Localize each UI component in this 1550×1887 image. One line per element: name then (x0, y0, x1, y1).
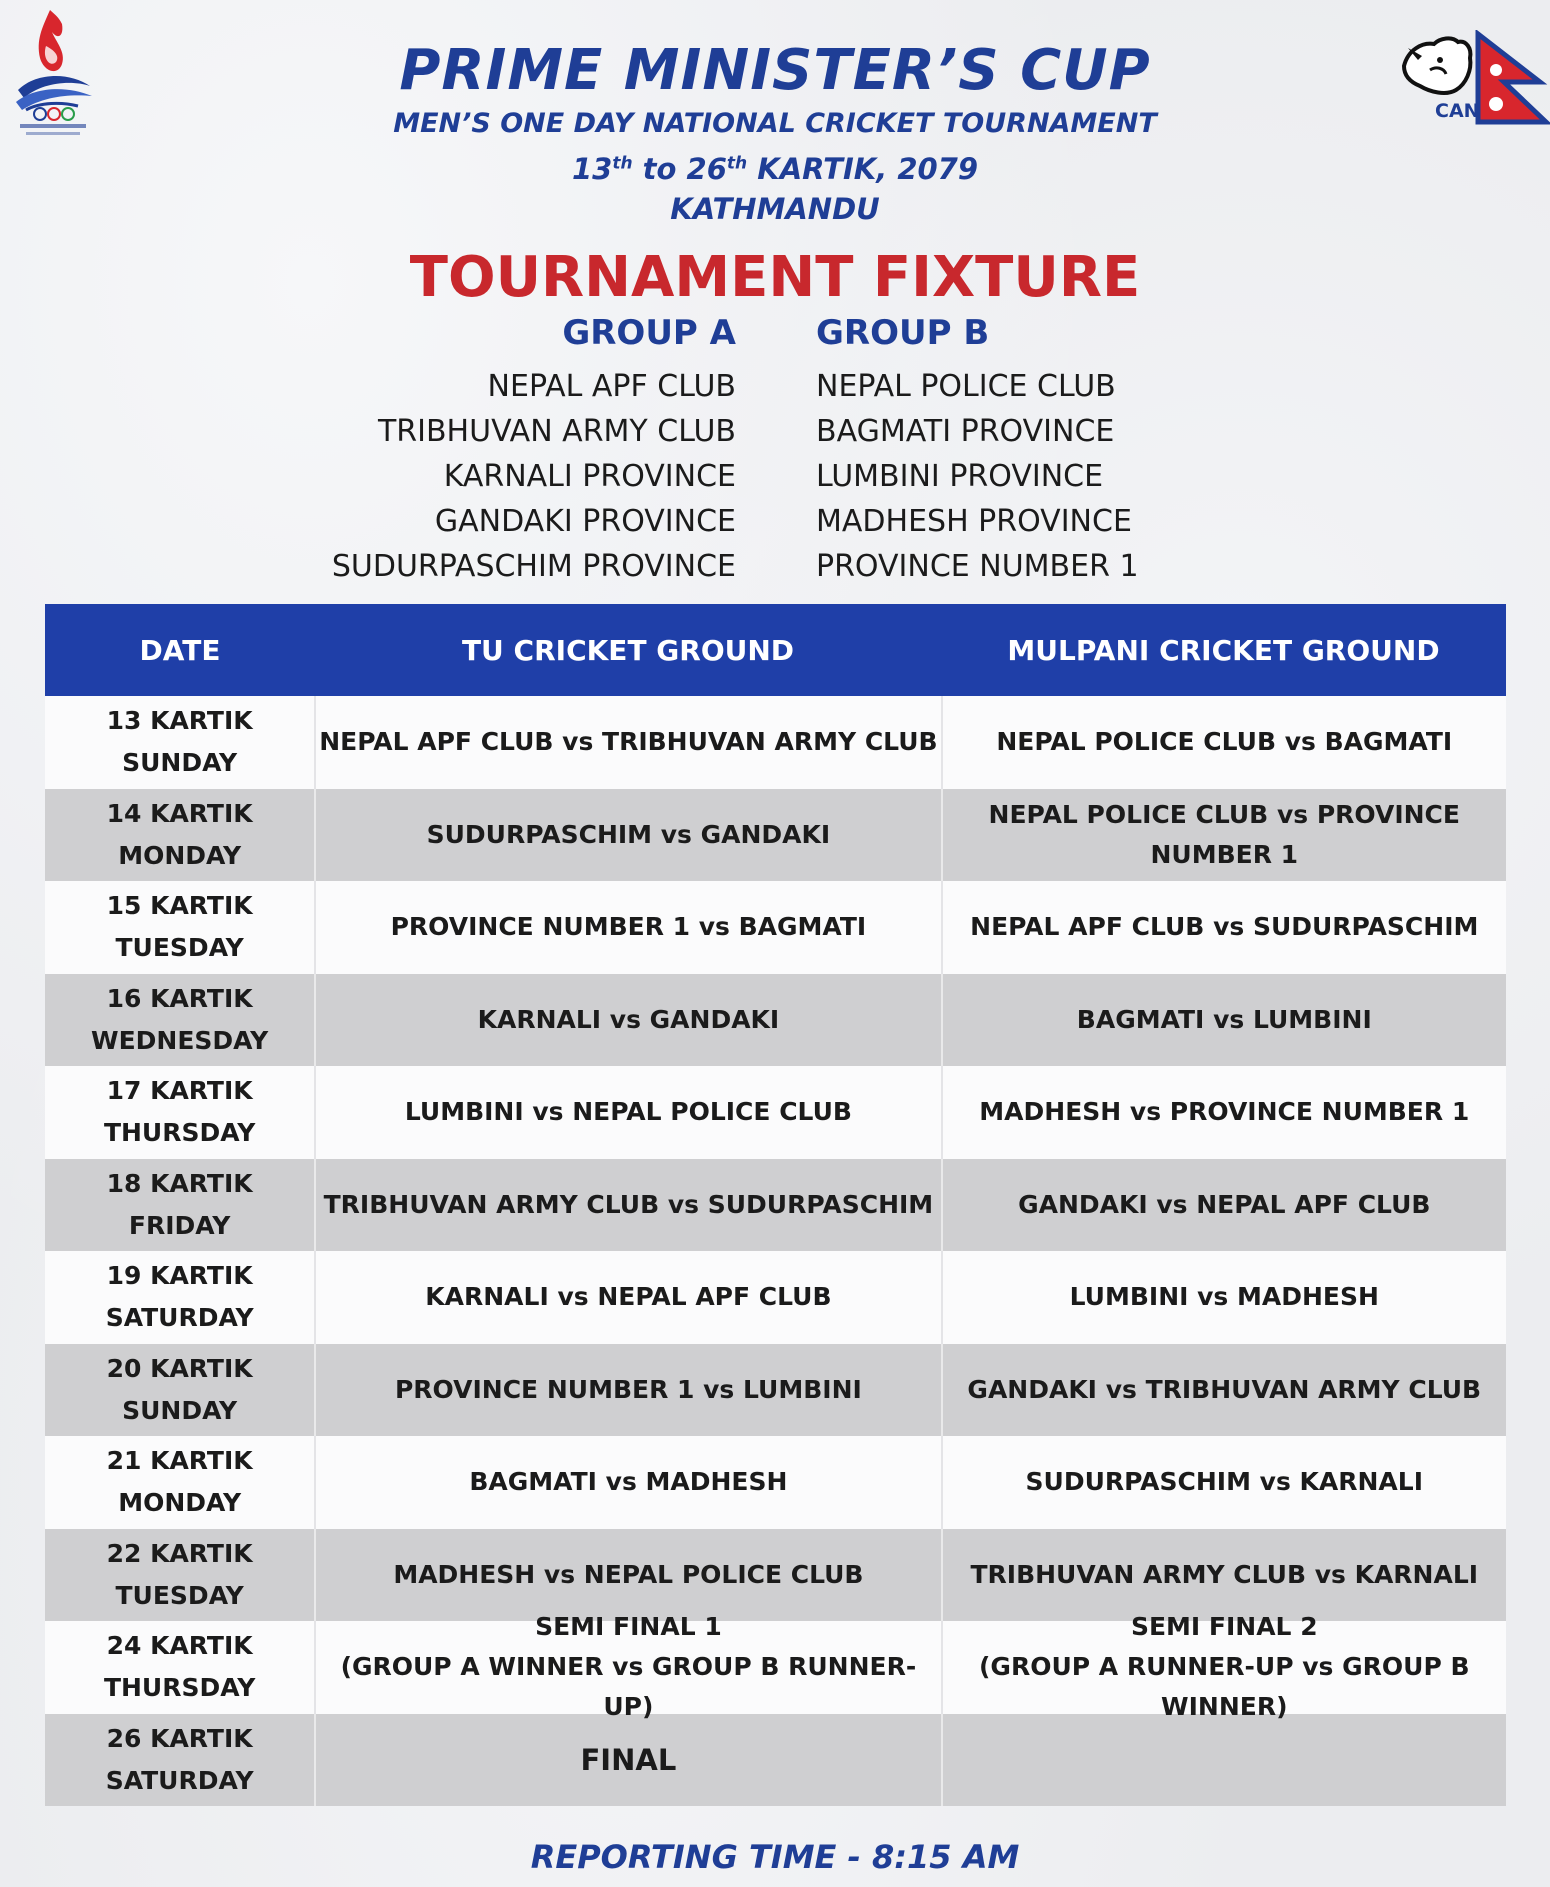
tu-ground-match (314, 1251, 942, 1344)
match-text: PROVINCE NUMBER 1 vs LUMBINI (394, 1374, 862, 1404)
reporting-time: REPORTING TIME - 8:15 AM (530, 1838, 1020, 1876)
tournament-title: PRIME MINISTER’S CUP (399, 38, 1151, 103)
tu-ground-match (314, 1714, 942, 1807)
match-date: 26 KARTIK (106, 1723, 253, 1753)
header-tu-ground: TU CRICKET GROUND (461, 633, 795, 667)
match-text: MADHESH vs NEPAL POLICE CLUB (393, 1559, 864, 1589)
start-suffix: th (612, 153, 633, 174)
match-date: 16 KARTIK (106, 983, 253, 1013)
tu-ground-match (314, 1344, 942, 1437)
header-date: DATE (139, 633, 221, 667)
mulpani-ground-match (943, 974, 1506, 1067)
group-a-list (332, 312, 736, 589)
start-day: 13 (571, 152, 613, 186)
match-date: 24 KARTIK (106, 1631, 253, 1661)
match-text: NEPAL APF CLUB vs SUDURPASCHIM (970, 912, 1479, 942)
match-text: GANDAKI vs NEPAL APF CLUB (1018, 1189, 1431, 1219)
group-a-team: TRIBHUVAN ARMY CLUB (377, 414, 736, 449)
match-date: 13 KARTIK (106, 706, 253, 736)
match-text: NEPAL POLICE CLUB vs PROVINCE NUMBER 1 (988, 799, 1460, 869)
match-text: (GROUP A WINNER vs GROUP B RUNNER-UP) (340, 1652, 917, 1722)
match-text: SEMI FINAL 1 (535, 1612, 722, 1642)
group-b-team: NEPAL POLICE CLUB (816, 369, 1116, 404)
match-text: SUDURPASCHIM vs KARNALI (1025, 1467, 1424, 1497)
match-text: KARNALI vs NEPAL APF CLUB (425, 1282, 832, 1312)
end-day: 26 (686, 152, 727, 186)
tu-ground-match (314, 881, 942, 974)
match-text: KARNALI vs GANDAKI (477, 1004, 780, 1034)
group-b-team: MADHESH PROVINCE (816, 504, 1132, 539)
tu-ground-match (314, 1159, 942, 1252)
match-date: 15 KARTIK (106, 891, 253, 921)
match-day: WEDNESDAY (91, 1025, 269, 1055)
mulpani-ground-match (943, 789, 1506, 882)
date-cell (45, 1714, 314, 1807)
match-day: SUNDAY (122, 1395, 238, 1425)
fixture-title: TOURNAMENT FIXTURE (409, 245, 1141, 310)
table-row (45, 789, 1506, 882)
date-cell (45, 881, 314, 974)
table-header (45, 604, 1506, 696)
can-label: CAN (1435, 100, 1480, 122)
group-b-team: PROVINCE NUMBER 1 (816, 549, 1139, 584)
date-cell (45, 1251, 314, 1344)
date-cell (45, 974, 314, 1067)
table-row (45, 881, 1506, 974)
mulpani-ground-match (943, 881, 1506, 974)
table-row (45, 1344, 1506, 1437)
tu-ground-match (314, 974, 942, 1067)
end-suffix: th (726, 153, 748, 174)
month-year: KARTIK, 2079 (747, 152, 979, 186)
table-row (45, 1159, 1506, 1252)
table-row (45, 1612, 1506, 1722)
group-b-team: LUMBINI PROVINCE (816, 459, 1104, 494)
mulpani-ground-match (943, 1066, 1506, 1159)
header-mulpani-ground: MULPANI CRICKET GROUND (1007, 633, 1440, 667)
match-day: THURSDAY (103, 1118, 256, 1148)
tu-ground-match (314, 1436, 942, 1529)
date-cell (45, 1529, 314, 1622)
tu-ground-match (314, 1066, 942, 1159)
match-date: 20 KARTIK (106, 1353, 253, 1383)
match-day: SATURDAY (105, 1765, 254, 1795)
mulpani-ground-match (943, 1159, 1506, 1252)
tournament-dates (0, 152, 1550, 186)
table-row (45, 1714, 1506, 1807)
mulpani-ground-match (943, 1436, 1506, 1529)
mulpani-ground-match (943, 696, 1506, 789)
group-a-team: GANDAKI PROVINCE (434, 504, 736, 539)
match-date: 14 KARTIK (106, 798, 253, 828)
table-row (45, 696, 1506, 789)
group-a-heading: GROUP A (562, 313, 736, 353)
tu-ground-match (314, 1612, 942, 1722)
match-text: GANDAKI vs TRIBHUVAN ARMY CLUB (967, 1374, 1482, 1404)
table-body (45, 696, 1506, 1806)
table-row (45, 974, 1506, 1067)
match-date: 18 KARTIK (106, 1168, 253, 1198)
match-day: MONDAY (118, 840, 242, 870)
match-text: TRIBHUVAN ARMY CLUB vs SUDURPASCHIM (323, 1189, 934, 1219)
mulpani-ground-match (943, 1612, 1506, 1722)
group-a-team: SUDURPASCHIM PROVINCE (331, 549, 736, 584)
mulpani-ground-match (943, 1344, 1506, 1437)
group-b-team: BAGMATI PROVINCE (816, 414, 1115, 449)
match-text: LUMBINI vs NEPAL POLICE CLUB (404, 1097, 852, 1127)
mulpani-ground-match (943, 1251, 1506, 1344)
match-day: MONDAY (118, 1488, 242, 1518)
match-text: TRIBHUVAN ARMY CLUB vs KARNALI (970, 1559, 1479, 1589)
group-a-team: KARNALI PROVINCE (443, 459, 736, 494)
match-text: SUDURPASCHIM vs GANDAKI (426, 819, 831, 849)
table-row (45, 1436, 1506, 1529)
match-text: MADHESH vs PROVINCE NUMBER 1 (979, 1097, 1470, 1127)
match-day: FRIDAY (128, 1210, 231, 1240)
match-date: 21 KARTIK (106, 1446, 253, 1476)
match-day: SUNDAY (122, 748, 238, 778)
group-b-list (816, 312, 1139, 589)
tu-ground-match (314, 789, 942, 882)
date-cell (45, 1344, 314, 1437)
match-text: (GROUP A RUNNER-UP vs GROUP B WINNER) (979, 1652, 1470, 1722)
table-row (45, 1251, 1506, 1344)
match-day: TUESDAY (115, 933, 244, 963)
match-text: NEPAL POLICE CLUB vs BAGMATI (996, 727, 1453, 757)
match-date: 17 KARTIK (106, 1076, 253, 1106)
match-text: FINAL (580, 1742, 677, 1777)
date-cell (45, 1436, 314, 1529)
table-row (45, 1066, 1506, 1159)
mulpani-ground-match (943, 1714, 1506, 1807)
date-cell (45, 1159, 314, 1252)
match-text: BAGMATI vs MADHESH (469, 1467, 788, 1497)
group-b-heading: GROUP B (816, 313, 990, 353)
date-cell (45, 1621, 314, 1714)
match-date: 22 KARTIK (106, 1538, 253, 1568)
match-text: LUMBINI vs MADHESH (1069, 1282, 1379, 1312)
date-connector: to (632, 152, 687, 186)
match-day: TUESDAY (115, 1580, 244, 1610)
match-text: NEPAL APF CLUB vs TRIBHUVAN ARMY CLUB (319, 727, 938, 757)
match-day: THURSDAY (103, 1673, 256, 1703)
fixtures-table (45, 604, 1506, 1806)
match-text: SEMI FINAL 2 (1130, 1612, 1318, 1642)
tournament-subtitle: MEN’S ONE DAY NATIONAL CRICKET TOURNAMENT (393, 108, 1157, 139)
date-cell (45, 1066, 314, 1159)
match-date: 19 KARTIK (106, 1261, 253, 1291)
tournament-city: KATHMANDU (670, 192, 880, 226)
match-day: SATURDAY (105, 1303, 254, 1333)
date-cell (45, 789, 314, 882)
match-text: BAGMATI vs LUMBINI (1076, 1004, 1372, 1034)
tu-ground-match (314, 696, 942, 789)
group-a-team: NEPAL APF CLUB (487, 369, 736, 404)
match-text: PROVINCE NUMBER 1 vs BAGMATI (390, 912, 867, 942)
date-cell (45, 696, 314, 789)
